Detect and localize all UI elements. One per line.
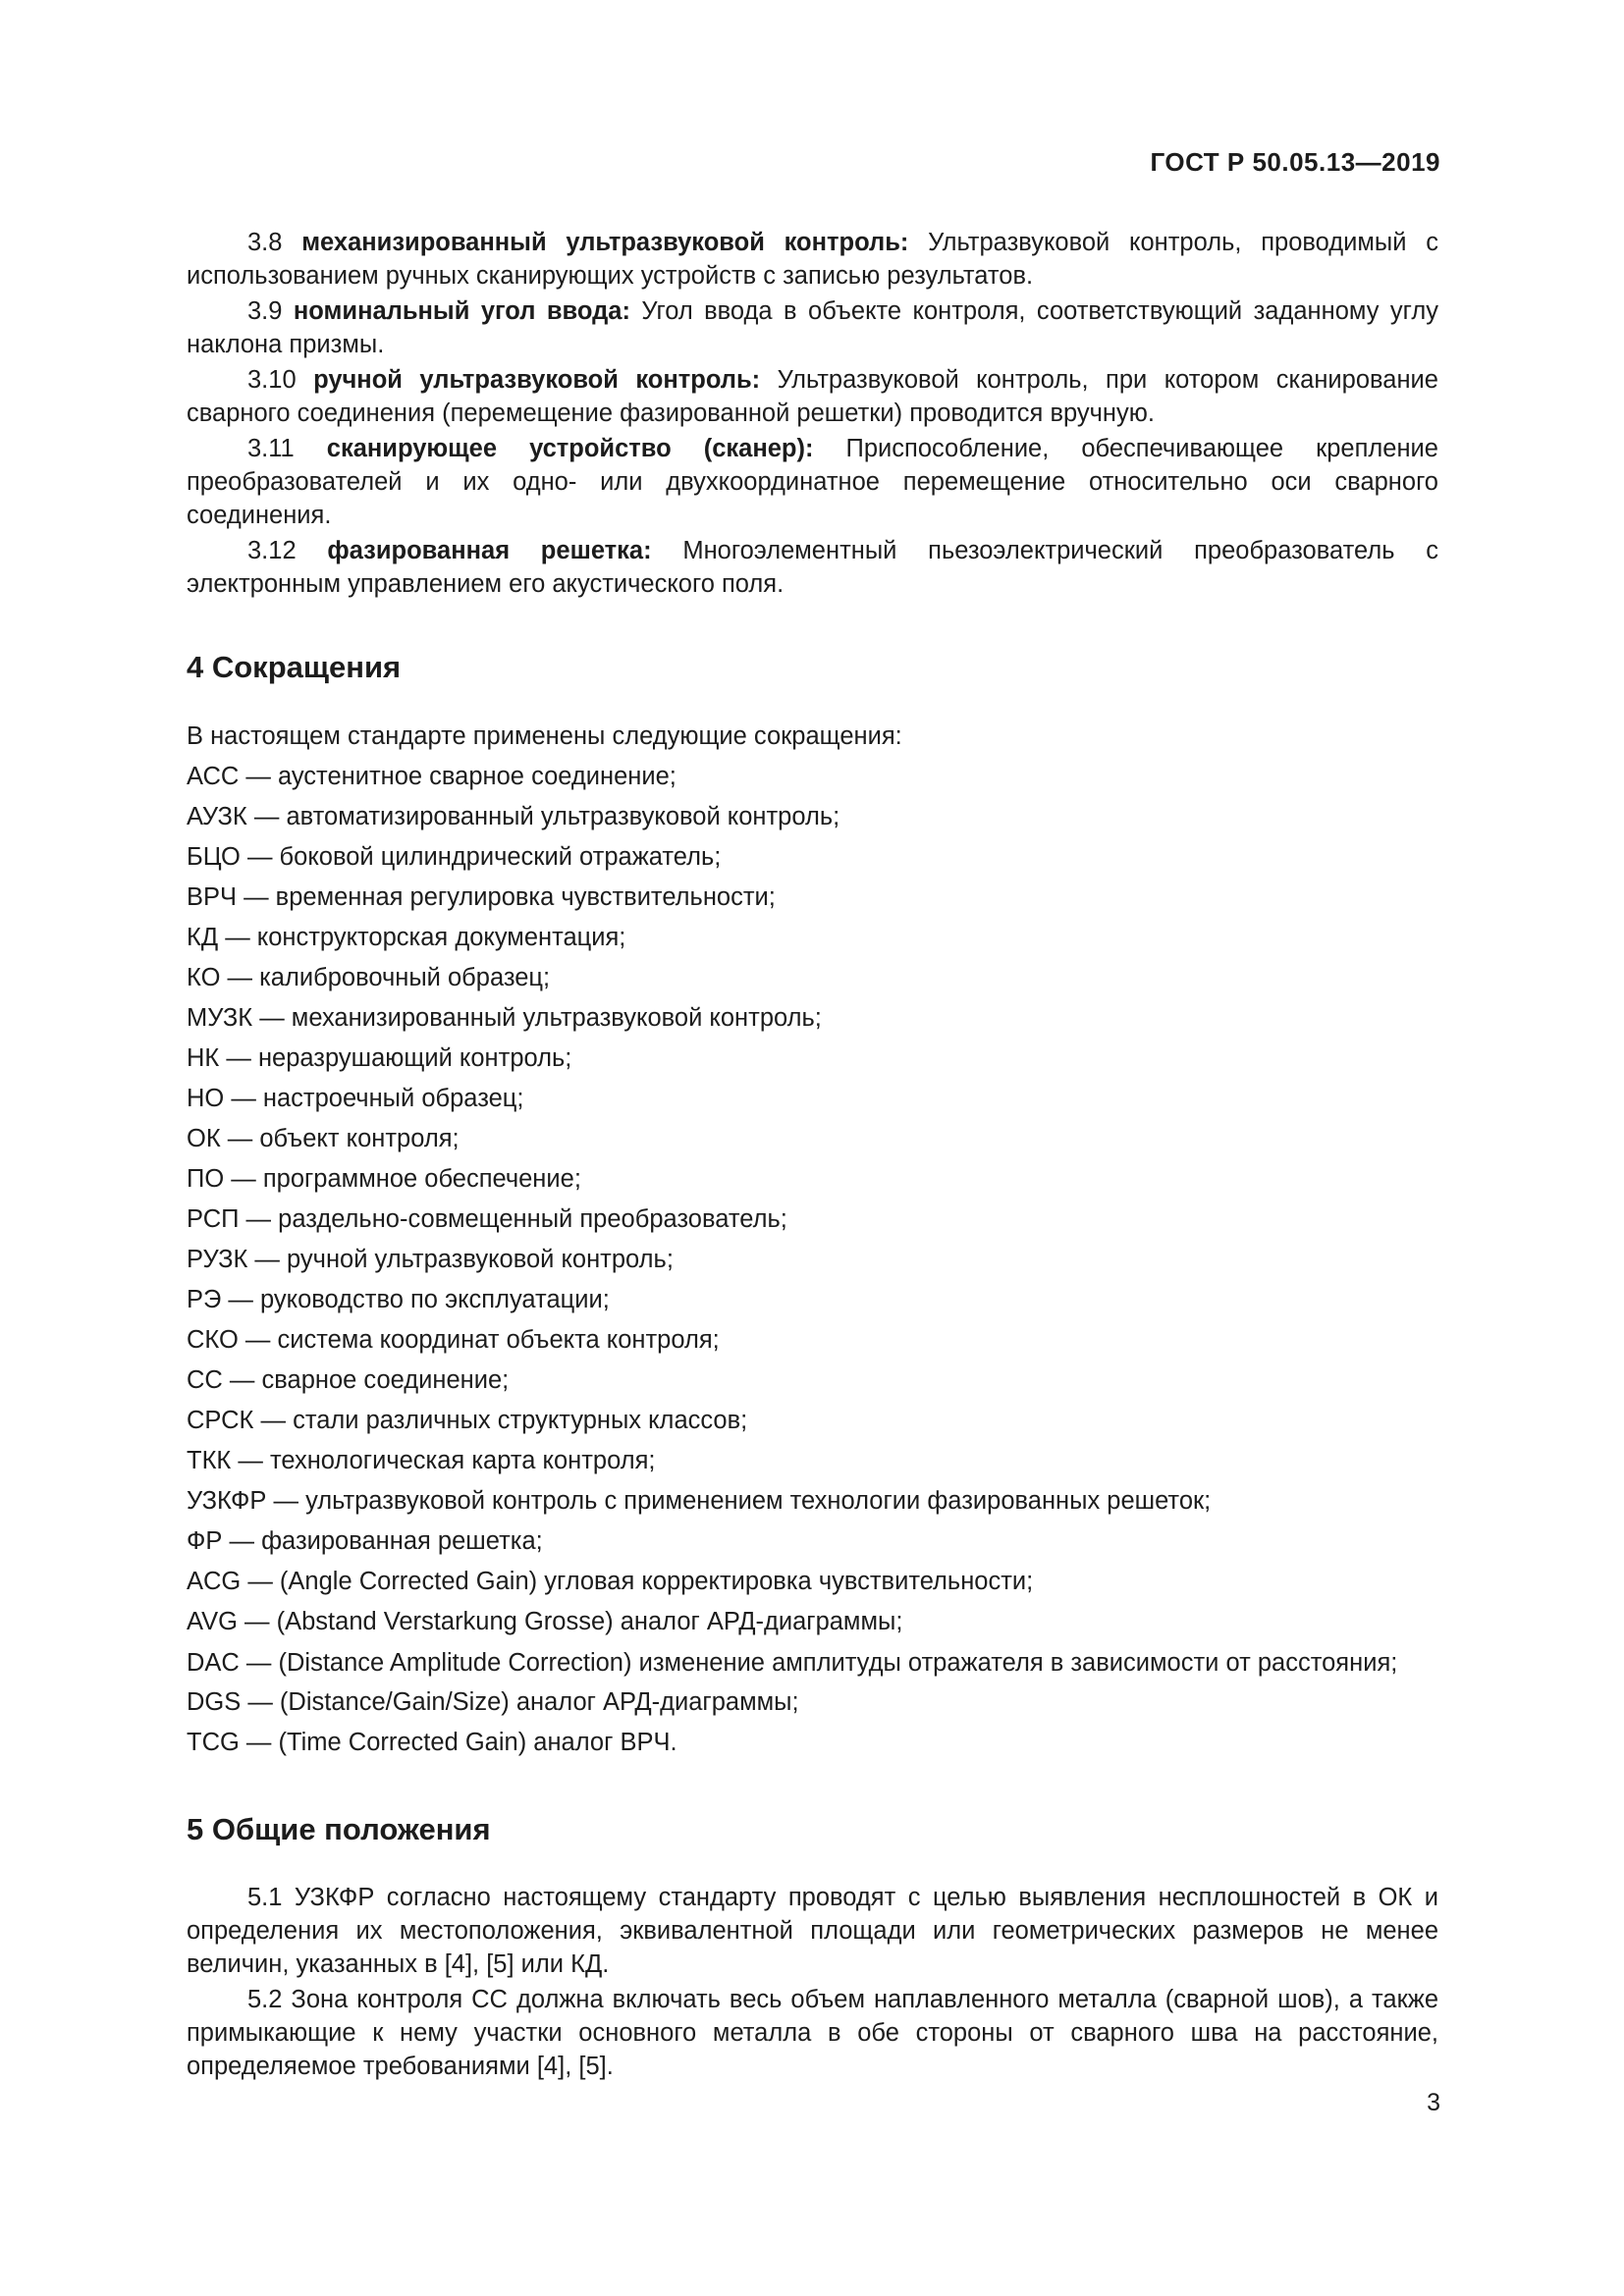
definition-item <box>187 363 1438 430</box>
section-5-paragraph: 5.1 УЗКФР согласно настоящему стандарту проводят с целью выявления несплошностей в ОК и определения их местоположения, эквивалентной площади или геометрических размеров не менее величин, указанных в [4], [5] или КД. <box>187 1884 1438 1978</box>
definition-term: фазированная решетка: <box>327 537 652 564</box>
abbreviation-item: СС — сварное соединение; <box>187 1366 510 1394</box>
abbreviation-item: ACG — (Angle Corrected Gain) угловая корректировка чувствительности; <box>187 1568 1034 1595</box>
definition-number: 3.10 <box>247 366 297 394</box>
definition-item <box>187 226 1438 293</box>
page-content <box>187 226 1438 2085</box>
definition-item <box>187 534 1438 601</box>
definition-number: 3.11 <box>247 435 295 462</box>
abbreviation-item: СРСК — стали различных структурных классов; <box>187 1407 748 1434</box>
abbreviation-item: БЦО — боковой цилиндрический отражатель; <box>187 843 722 871</box>
definition-item <box>187 294 1438 361</box>
definition-text: Ультразвуковой контроль, проводимый с использованием ручных сканирующих устройств с записью результатов. <box>187 229 1438 290</box>
abbreviation-item: ОК — объект контроля; <box>187 1125 460 1152</box>
abbreviation-item: НО — настроечный образец; <box>187 1085 524 1112</box>
definition-text: Приспособление, обеспечивающее крепление преобразователей и их одно- или двухкоординатное перемещение относительно оси сварного соединения. <box>187 435 1438 529</box>
abbreviation-item: УЗКФР — ультразвуковой контроль с применением технологии фазированных решеток; <box>187 1487 1212 1515</box>
definition-item <box>187 432 1438 532</box>
page-number: 3 <box>1427 2089 1440 2116</box>
abbreviation-item: ВРЧ — временная регулировка чувствительности; <box>187 883 776 911</box>
abbreviation-item: DGS — (Distance/Gain/Size) аналог АРД-диаграммы; <box>187 1688 799 1716</box>
definition-text: Угол ввода в объекте контроля, соответствующий заданному углу наклона призмы. <box>187 297 1439 358</box>
section-5-paragraph: 5.2 Зона контроля СС должна включать весь объем наплавленного металла (сварной шов), а также примыкающие к нему участки основного металла в обе стороны от сварного шва на расстояние, определяемое требованиями [4], [5]. <box>187 1986 1438 2080</box>
abbreviation-item: КО — калибровочный образец; <box>187 964 551 991</box>
definitions-list <box>187 226 1438 601</box>
definition-term: механизированный ультразвуковой контроль: <box>301 229 909 256</box>
abbreviation-item: МУЗК — механизированный ультразвуковой контроль; <box>187 1004 822 1032</box>
abbreviation-item: TCG — (Time Corrected Gain) аналог ВРЧ. <box>187 1729 677 1756</box>
definition-number: 3.8 <box>247 229 283 256</box>
abbreviation-item: НК — неразрушающий контроль; <box>187 1044 572 1072</box>
definition-text: Ультразвуковой контроль, при котором сканирование сварного соединения (перемещение фазированной решетки) проводится вручную. <box>187 366 1438 427</box>
definition-number: 3.12 <box>247 537 297 564</box>
abbreviations-list <box>187 757 1438 1763</box>
document-code: ГОСТ Р 50.05.13—2019 <box>1150 147 1440 177</box>
definition-term: номинальный угол ввода: <box>293 297 630 325</box>
abbreviation-item: РСП — раздельно-совмещенный преобразователь; <box>187 1205 787 1233</box>
abbreviation-item: ТКК — технологическая карта контроля; <box>187 1447 656 1474</box>
abbreviation-item: КД — конструкторская документация; <box>187 924 626 951</box>
abbreviation-item: РЭ — руководство по эксплуатации; <box>187 1286 610 1313</box>
abbreviation-item: ФР — фазированная решетка; <box>187 1527 543 1555</box>
abbreviation-item: AVG — (Abstand Verstarkung Grosse) аналог АРД-диаграммы; <box>187 1608 903 1635</box>
section-4-title: 4 Сокращения <box>187 650 402 684</box>
abbreviations-intro: В настоящем стандарте применены следующие сокращения: <box>187 722 902 750</box>
definition-term: сканирующее устройство (сканер): <box>326 435 814 462</box>
abbreviation-item: АСС — аустенитное сварное соединение; <box>187 763 677 790</box>
abbreviation-item: ПО — программное обеспечение; <box>187 1165 581 1193</box>
abbreviation-item: DAC — (Distance Amplitude Correction) изменение амплитуды отражателя в зависимости от расстояния; <box>187 1649 1398 1677</box>
section-5-title: 5 Общие положения <box>187 1812 491 1846</box>
definition-text: Многоэлементный пьезоэлектрический преобразователь с электронным управлением его акустического поля. <box>187 537 1438 598</box>
abbreviation-item: АУЗК — автоматизированный ультразвуковой контроль; <box>187 803 840 830</box>
definition-number: 3.9 <box>247 297 283 325</box>
abbreviation-item: СКО — система координат объекта контроля; <box>187 1326 720 1354</box>
abbreviation-item: РУЗК — ручной ультразвуковой контроль; <box>187 1246 674 1273</box>
definition-term: ручной ультразвуковой контроль: <box>313 366 761 394</box>
